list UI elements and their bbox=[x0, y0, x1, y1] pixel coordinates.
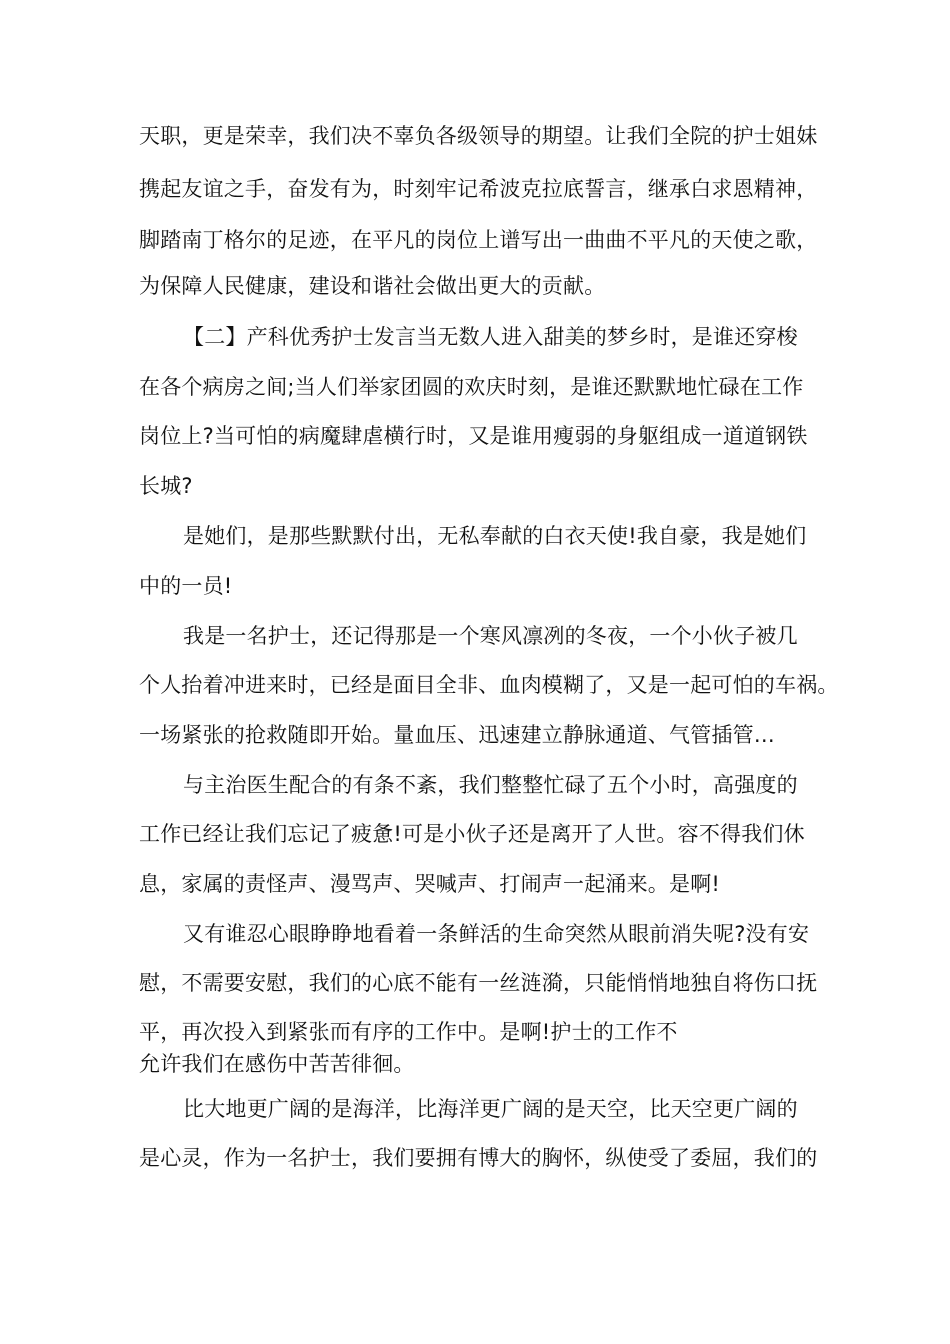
text-line: 允许我们在感伤中苦苦徘徊。 bbox=[139, 1052, 415, 1076]
text-line: 息，家属的责怪声、漫骂声、哭喊声、打闹声一起涌来。是啊! bbox=[139, 872, 721, 896]
text-line: 比大地更广阔的是海洋，比海洋更广阔的是天空，比天空更广阔的 bbox=[183, 1097, 798, 1121]
text-line: 一场紧张的抢救随即开始。量血压、迅速建立静脉通道、气管插管… bbox=[139, 723, 775, 747]
text-line: 在各个病房之间;当人们举家团圆的欢庆时刻，是谁还默默地忙碌在工作 bbox=[139, 375, 804, 399]
text-line: 是她们，是那些默默付出，无私奉献的白衣天使!我自豪，我是她们 bbox=[183, 524, 807, 548]
text-line: 与主治医生配合的有条不紊，我们整整忙碌了五个小时，高强度的 bbox=[183, 773, 798, 797]
text-line: 携起友谊之手，奋发有为，时刻牢记希波克拉底誓言，继承白求恩精神， bbox=[139, 177, 818, 201]
text-line: 为保障人民健康，建设和谐社会做出更大的贡献。 bbox=[139, 274, 606, 298]
text-line: 长城? bbox=[139, 474, 193, 498]
text-line: 工作已经让我们忘记了疲惫!可是小伙子还是离开了人世。容不得我们休 bbox=[139, 822, 805, 846]
text-line: 平，再次投入到紧张而有序的工作中。是啊!护士的工作不 bbox=[139, 1020, 678, 1044]
section-heading-line: 【二】产科优秀护士发言当无数人进入甜美的梦乡时，是谁还穿梭 bbox=[183, 325, 798, 349]
text-line: 是心灵，作为一名护士，我们要拥有博大的胸怀，纵使受了委屈，我们的 bbox=[139, 1146, 818, 1170]
text-line: 我是一名护士，还记得那是一个寒风凛冽的冬夜，一个小伙子被几 bbox=[183, 624, 798, 648]
text-line: 慰，不需要安慰，我们的心底不能有一丝涟漪，只能悄悄地独自将伤口抚 bbox=[139, 971, 818, 995]
text-line: 天职，更是荣幸，我们决不辜负各级领导的期望。让我们全院的护士姐妹 bbox=[139, 124, 818, 148]
text-line: 个人抬着冲进来时，已经是面目全非、血肉模糊了，又是一起可怕的车祸。 bbox=[139, 673, 839, 697]
text-line: 脚踏南丁格尔的足迹，在平凡的岗位上谱写出一曲曲不平凡的天使之歌， bbox=[139, 228, 818, 252]
text-line: 又有谁忍心眼睁睁地看着一条鲜活的生命突然从眼前消失呢?没有安 bbox=[183, 922, 810, 946]
text-line: 岗位上?当可怕的病魔肆虐横行时，又是谁用瘦弱的身躯组成一道道钢铁 bbox=[139, 424, 808, 448]
text-line: 中的一员! bbox=[139, 574, 233, 598]
